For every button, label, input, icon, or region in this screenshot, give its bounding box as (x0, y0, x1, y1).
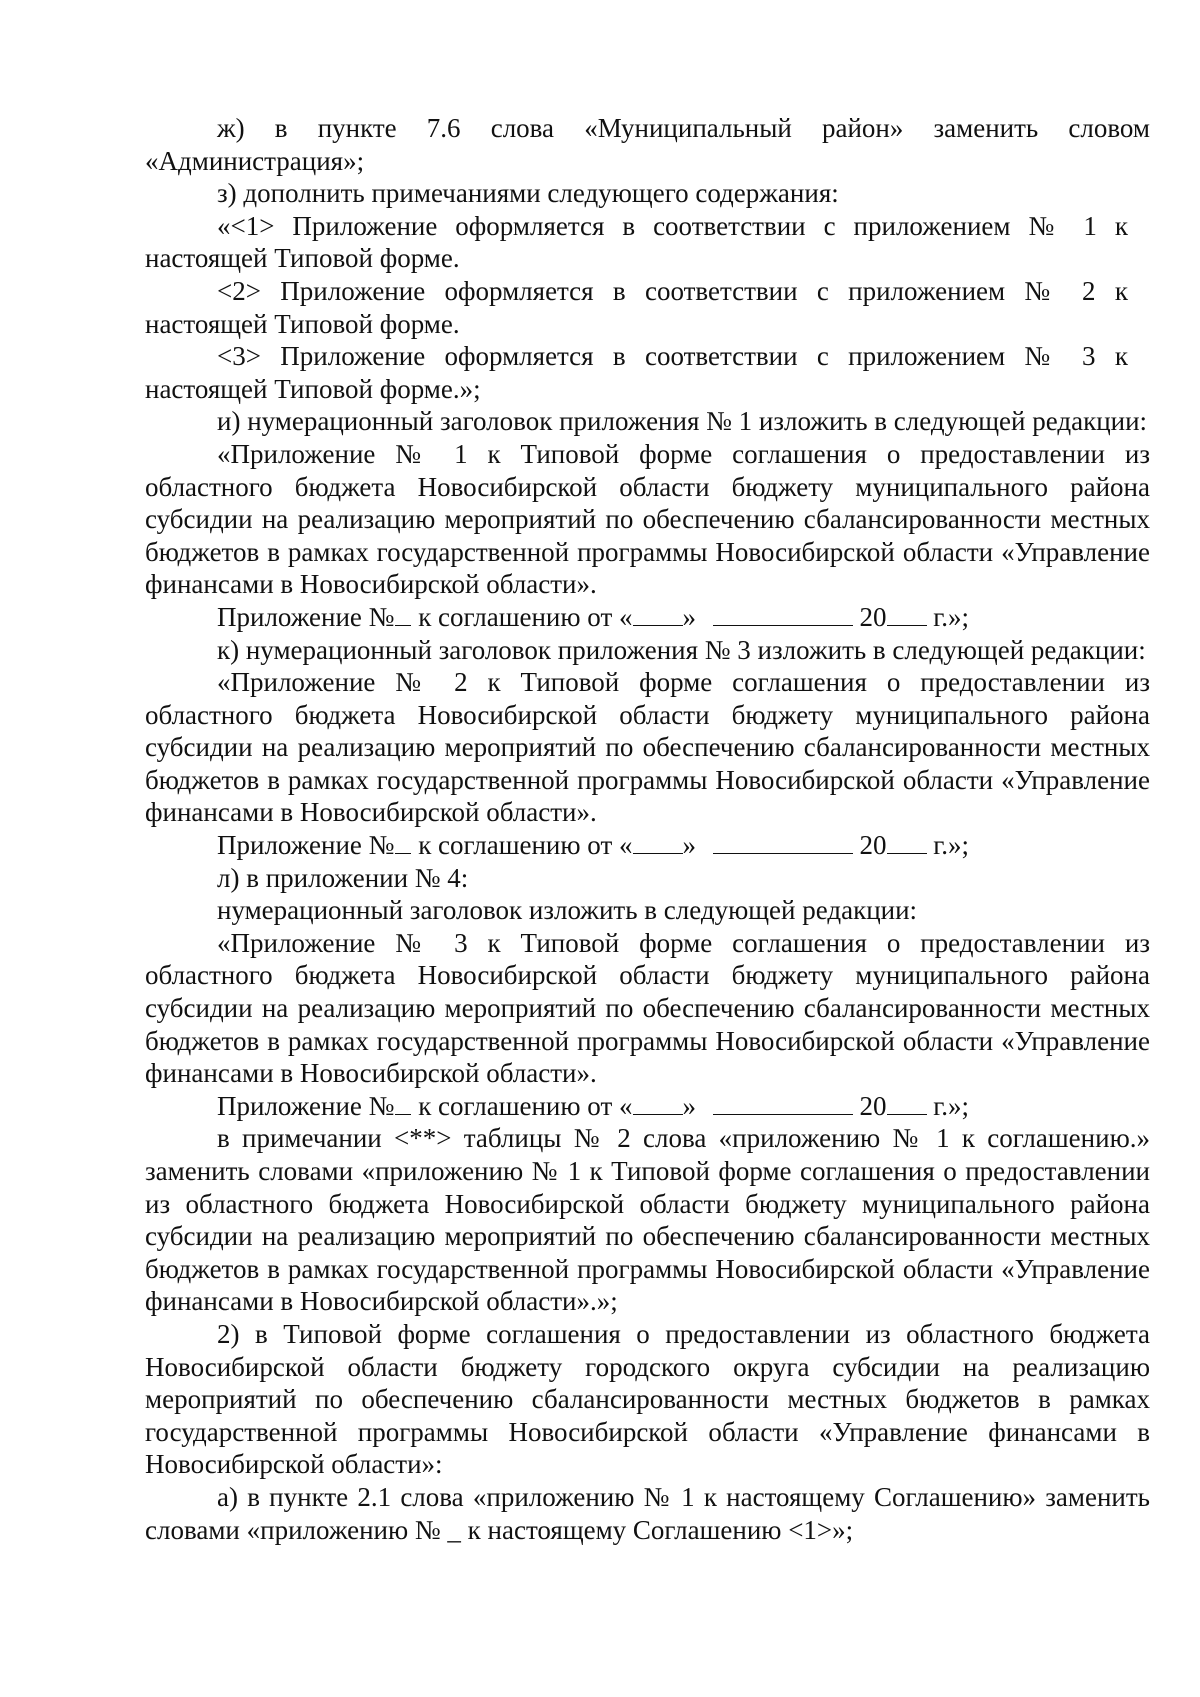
paragraph-2: 2) в Типовой форме соглашения о предоставлении из областного бюджета Новосибирской области бюджету городского округа субсидии на реализацию мероприятий по обеспечению сбалансированности местных бюджетов в рамках государственной программы Новосибирской области «Управление финансами в Новосибирской области»: (145, 1318, 1150, 1480)
attachment-prefix: Приложение № (217, 830, 395, 861)
day-blank (633, 829, 683, 854)
note-1: «<1> Приложение оформляется в соответствии с приложением № 1 к настоящей Типовой форме. (145, 210, 1128, 274)
attachment-prefix: Приложение № (217, 1090, 395, 1121)
attachment-year-prefix: 20 (852, 1090, 887, 1121)
paragraph-heading-instruction: нумерационный заголовок изложить в следующей редакции: (217, 895, 918, 926)
paragraph-a: а) в пункте 2.1 слова «приложению № 1 к настоящему Соглашению» заменить словами «приложению № _ к настоящему Соглашению <1>»; (145, 1481, 1150, 1545)
day-blank (633, 1090, 683, 1115)
paragraph-l: л) в приложении № 4: (217, 862, 469, 893)
attachment-suffix: г.»; (926, 830, 970, 861)
attachment-quote-close: » (682, 830, 703, 861)
note-3: <3> Приложение оформляется в соответствии с приложением № 3 к настоящей Типовой форме.»; (145, 341, 1128, 404)
attachment-line-3 (145, 1090, 1150, 1123)
paragraph-zh: ж) в пункте 7.6 слова «Муниципальный район» заменить словом «Администрация»; (145, 113, 1150, 176)
month-blank (713, 1090, 853, 1115)
number-blank (395, 829, 411, 854)
attachment-year-prefix: 20 (852, 830, 887, 861)
document-page (145, 112, 1150, 1546)
number-blank (395, 601, 411, 626)
day-blank (633, 601, 683, 626)
attachment-year-prefix: 20 (852, 601, 887, 632)
appendix-2-heading: «Приложение № 2 к Типовой форме соглашения о предоставлении из областного бюджета Новосибирской области бюджету муниципального района субсидии на реализацию мероприятий по обеспечению сбалансированности местных бюджетов в рамках государственной программы Новосибирской области «Управление финансами в Новосибирской области». (145, 667, 1150, 828)
month-blank (713, 829, 853, 854)
attachment-quote-close: » (682, 1090, 703, 1121)
year-blank (887, 1090, 927, 1115)
attachment-suffix: г.»; (926, 1090, 970, 1121)
paragraph-z: з) дополнить примечаниями следующего содержания: (217, 178, 839, 209)
appendix-3-heading: «Приложение № 3 к Типовой форме соглашения о предоставлении из областного бюджета Новосибирской области бюджету муниципального района субсидии на реализацию мероприятий по обеспечению сбалансированности местных бюджетов в рамках государственной программы Новосибирской области «Управление финансами в Новосибирской области». (145, 927, 1150, 1089)
attachment-middle: к соглашению от « (411, 830, 633, 861)
attachment-middle: к соглашению от « (411, 601, 633, 632)
paragraph-note-table-2: в примечании <**> таблицы № 2 слова «приложению № 1 к соглашению.» заменить словами «приложению № 1 к Типовой форме соглашения о предоставлении из областного бюджета Новосибирской области бюджету муниципального района субсидии на реализацию мероприятий по обеспечению сбалансированности местных бюджетов в рамках государственной программы Новосибирской области «Управление финансами в Новосибирской области».»; (145, 1123, 1150, 1317)
paragraph-k: к) нумерационный заголовок приложения № 3 изложить в следующей редакции: (217, 634, 1146, 665)
attachment-prefix: Приложение № (217, 601, 395, 632)
attachment-line-2 (145, 829, 1150, 862)
year-blank (887, 601, 927, 626)
note-2: <2> Приложение оформляется в соответствии с приложением № 2 к настоящей Типовой форме. (145, 275, 1128, 339)
month-blank (713, 601, 853, 626)
attachment-line-1 (145, 601, 1150, 634)
attachment-suffix: г.»; (926, 601, 970, 632)
paragraph-i: и) нумерационный заголовок приложения № 1 изложить в следующей редакции: (217, 406, 1148, 437)
attachment-quote-close: » (682, 601, 703, 632)
number-blank (395, 1090, 411, 1115)
year-blank (887, 829, 927, 854)
attachment-middle: к соглашению от « (411, 1090, 633, 1121)
appendix-1-heading: «Приложение № 1 к Типовой форме соглашения о предоставлении из областного бюджета Новосибирской области бюджету муниципального района субсидии на реализацию мероприятий по обеспечению сбалансированности местных бюджетов в рамках государственной программы Новосибирской области «Управление финансами в Новосибирской области». (145, 438, 1150, 600)
